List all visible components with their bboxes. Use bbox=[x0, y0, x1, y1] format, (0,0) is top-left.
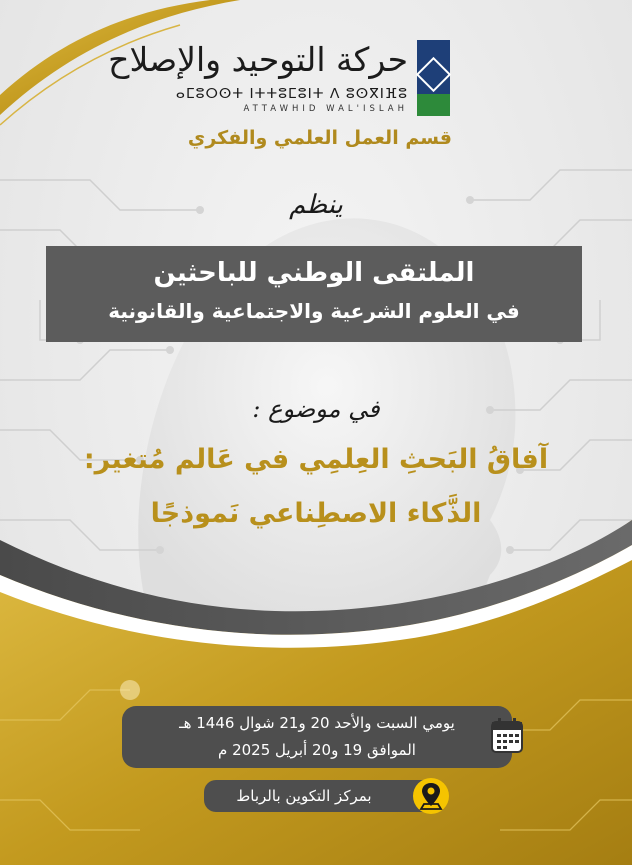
logo-star-shape bbox=[416, 57, 451, 92]
topic-title-line2: الذَّكاء الاصطِناعي نَموذجًا bbox=[150, 498, 482, 529]
event-title-box bbox=[46, 246, 582, 342]
topic-label: في موضوع : bbox=[252, 395, 380, 423]
topic-title-line1: آفاقُ البَحثِ العِلمِي في عَالم مُتغير: bbox=[83, 444, 549, 475]
org-name-tifinagh: ⴰⵎⵓⵔⵙⵜ ⵏⵜⵜⵓⵎⵓⵏⵜ ⴷ ⵓⵙⴳⵏⴼⵓ bbox=[175, 86, 408, 102]
logo-green-band bbox=[417, 94, 450, 116]
event-title-line2: في العلوم الشرعية والاجتماعية والقانونية bbox=[108, 299, 520, 323]
date-hijri: يومي السبت والأحد 20 و21 شوال 1446 هـ bbox=[179, 714, 455, 732]
org-name-latin: ATTAWHID WAL'ISLAH bbox=[243, 104, 408, 114]
org-name: حركة التوحيد والإصلاح bbox=[108, 40, 408, 79]
calendar-icon bbox=[490, 716, 524, 754]
department-name: قسم العمل العلمي والفكري bbox=[187, 127, 452, 149]
map-pin-icon bbox=[412, 776, 450, 816]
organizes-label: ينظم bbox=[289, 190, 343, 220]
venue-text: بمركز التكوين بالرباط bbox=[236, 787, 372, 805]
event-title-line1: الملتقى الوطني للباحثين bbox=[153, 258, 475, 288]
date-gregorian: الموافق 19 و20 أبريل 2025 م bbox=[218, 741, 416, 759]
date-box bbox=[122, 706, 512, 768]
movement-logo-icon bbox=[417, 40, 450, 116]
